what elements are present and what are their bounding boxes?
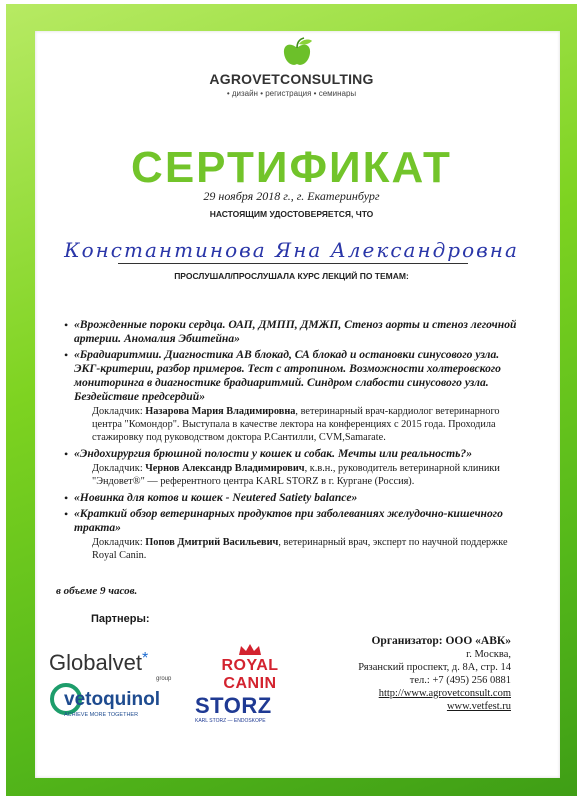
speaker-info: , ветеринарный врач, эксперт по научной поддержке Royal Canin. [92,537,508,561]
brand-name: AGROVETCONSULTING [209,71,374,87]
speaker-info: , ветеринарный врач-кардиолог ветеринарного центра "Комондор". Выступала в качестве лектора на конференциях с 2015 года. Проходила стажировку под руководством доктора Р.Сантилли, CVM,Samarate. [92,406,500,443]
vetfest-site-link[interactable]: www.vetfest.ru [446,701,511,712]
speaker-name: Чернов Александр Владимирович [145,463,305,474]
bullet-icon: • [64,507,69,521]
storz-sub: KARL STORZ — ENDOSKOPE [195,718,266,724]
bullet-icon: • [64,447,69,461]
lecture-item [64,491,524,505]
globalvet-wordmark: Globalvet [49,650,142,675]
attended-statement: ПРОСЛУШАЛ/ПРОСЛУШАЛА КУРС ЛЕКЦИЙ ПО ТЕМАМ: [174,271,409,281]
organizer-city: г. Москва, [466,649,511,660]
organizer-phone: тел.: +7 (495) 256 0881 [409,675,511,686]
bullet-icon: • [64,318,69,332]
certificate-title: СЕРТИФИКАТ [131,143,452,192]
lecture-item [64,507,524,562]
course-volume: в объеме 9 часов. [56,585,138,597]
lecture-item [64,348,524,444]
certify-statement: НАСТОЯЩИМ УДОСТОВЕРЯЕТСЯ, ЧТО [209,209,374,219]
lecture-title: «Эндохирургия брюшной полости у кошек и собак. Мечты или реальность?» [74,447,473,460]
speaker-label: Докладчик: [92,406,146,417]
organizer-block [291,634,511,713]
lecture-title: «Краткий обзор ветеринарных продуктов при заболеваниях желудочно-кишечного тракта» [74,507,503,534]
certificate-date-place: 29 ноября 2018 г., г. Екатеринбург [203,189,380,203]
storz-wordmark: STORZ [195,693,272,718]
partners-heading: Партнеры: [91,613,150,625]
recipient-underline [118,263,468,264]
lecture-speaker [74,462,524,488]
bullet-icon: • [64,348,69,362]
lecture-title: «Врожденные пороки сердца. ОАП, ДМПП, ДМЖП, Стеноз аорты и стеноз легочной артерии. Аномалия Эбштейна» [74,318,517,345]
karl-storz-logo [195,695,275,724]
brand-tagline: • дизайн • регистрация • семинары [226,89,357,98]
vetoquinol-wordmark: vetoquinol [64,689,161,710]
globalvet-logo [49,650,148,676]
royal-canin-wordmark: ROYAL CANIN [221,657,279,692]
speaker-name: Попов Дмитрий Васильевич [145,537,279,548]
lecture-item [64,318,524,346]
vetoquinol-tagline: ACHIEVE MORE TOGETHER [64,712,139,718]
speaker-info: , к.в.н., руководитель ветеринарной клиники "Эндовет®" — референтного центра KARL STORZ в г. Кургане (Россия). [92,463,500,487]
globalvet-sub: group [156,676,172,682]
organizer-site-link[interactable]: http://www.agrovetconsult.com [378,688,511,699]
lecture-list [64,318,524,565]
bullet-icon: • [64,491,69,505]
speaker-label: Докладчик: [92,463,146,474]
lecture-item [64,447,524,488]
speaker-name: Назарова Мария Владимировна [145,406,296,417]
vetoquinol-logo [50,681,170,731]
apple-leaf-icon [277,36,317,70]
lecture-speaker [74,536,524,562]
organizer-heading: Организатор: ООО «АВК» [371,635,511,647]
royal-canin-logo [194,643,306,693]
crown-icon [237,643,263,657]
recipient-name: Константинова Яна Александровна [64,238,519,262]
lecture-title: «Брадиаритмии. Диагностика АВ блокад, СА блокад и остановки синусового узла. ЭКГ-критерии, разбор примеров. Тест с атропином. Возможности холтеровского мониторинга в диагностике брадиаритмий. Синдром слабости синусового узла. Бездействие предсердий» [74,348,501,403]
organizer-address: Рязанский проспект, д. 8А, стр. 14 [358,662,511,673]
globalvet-star-icon: * [141,650,149,667]
lecture-speaker [74,405,524,444]
lecture-title: «Новинка для котов и кошек - Neutered Satiety balance» [74,491,358,504]
speaker-label: Докладчик: [92,537,146,548]
